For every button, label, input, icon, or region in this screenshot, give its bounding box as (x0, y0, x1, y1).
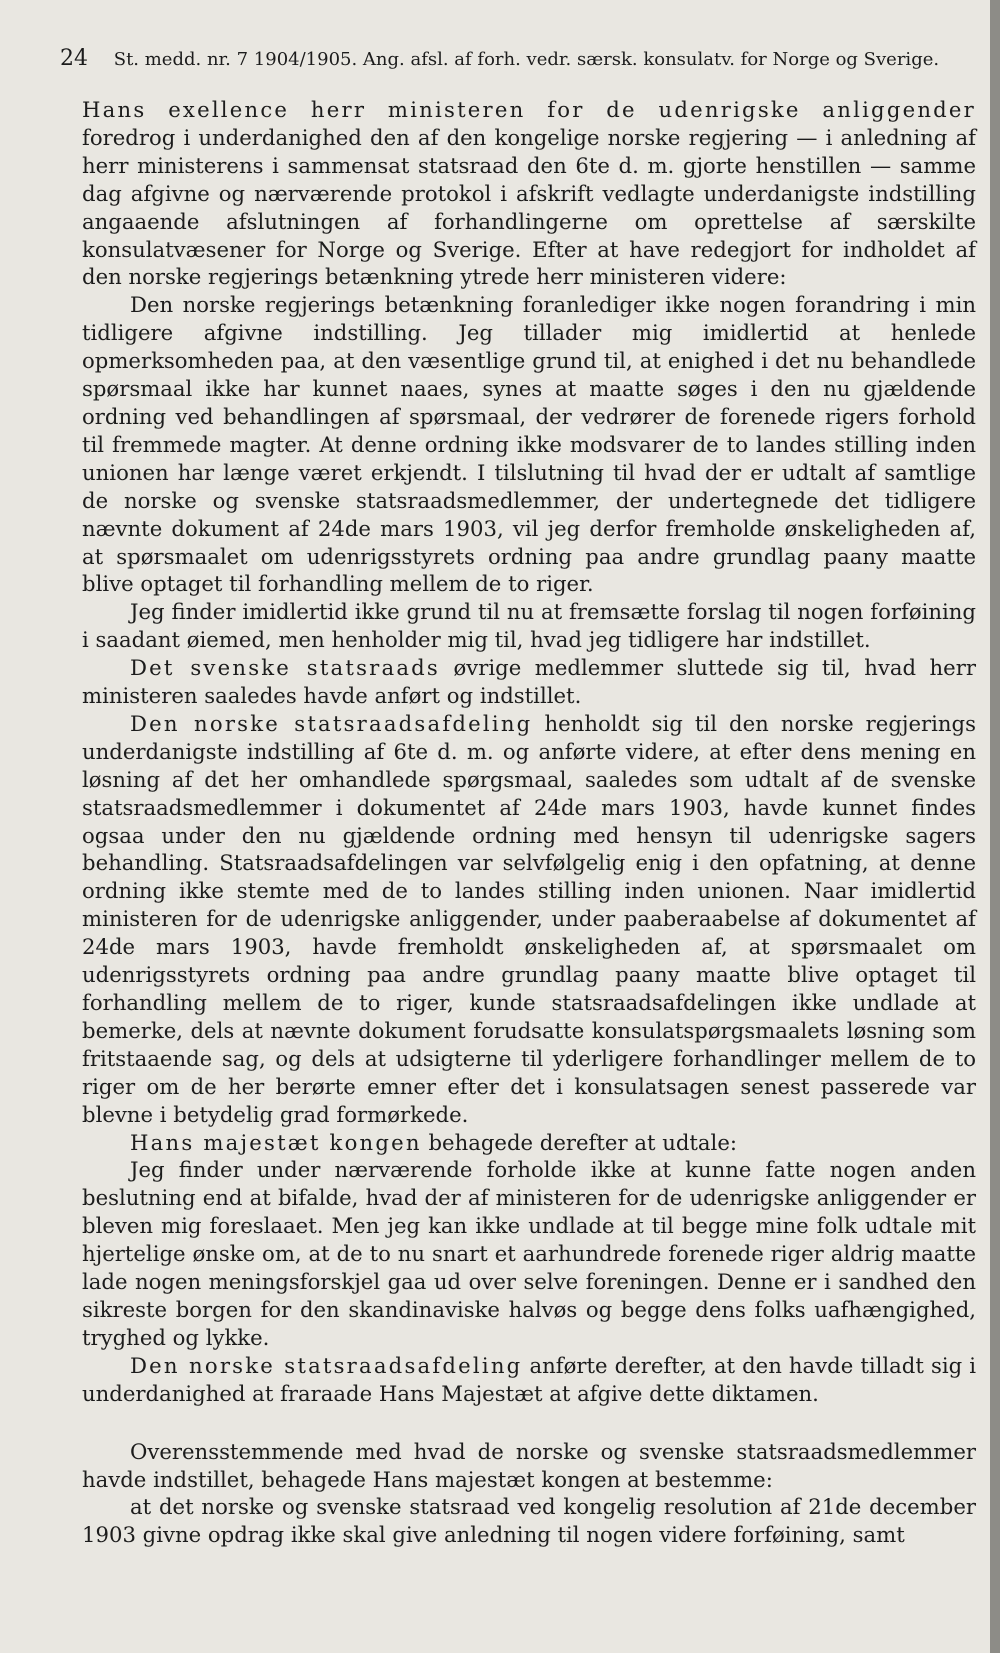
paragraph (82, 654, 976, 710)
paragraph (82, 1129, 976, 1157)
page-number: 24 (60, 46, 88, 71)
paragraph (82, 1156, 976, 1351)
spaced-lead: Den norske statsraadsafdeling (130, 1352, 523, 1378)
paragraph-text: anførte derefter, at den havde tilladt sig i underdanighed at fraraade Hans Majestæt at afgive dette diktamen. (82, 1352, 976, 1406)
running-title: St. medd. nr. 7 1904/1905. Ang. afsl. af forh. vedr. særsk. konsulatv. for Norge og Sverige. (113, 49, 940, 70)
paragraph (82, 1438, 976, 1494)
paragraph-text: foredrog i underdanighed den af den kongelige norske regjering — i anledning af herr ministerens i sammensat statsraad den 6te d. m. gjorte henstillen — samme dag afgivne og nærværende protokol i afskrift vedlagte underdanigste indstilling angaaende afslutningen af forhandlingerne om oprettelse af særskilte konsulatvæsener for Norge og Sverige. Efter at have redegjort for indholdet af den norske regjerings betænkning ytrede herr ministeren videre: (82, 124, 976, 290)
paragraph-text: at det norske og svenske statsraad ved kongelig resolution af 21de december 1903 givne opdrag ikke skal give anledning til nogen videre forføining, samt (82, 1494, 976, 1548)
paragraph (82, 96, 976, 291)
paragraph (82, 598, 976, 654)
paragraph (82, 291, 976, 598)
paragraph (82, 1493, 976, 1549)
paragraph-text: øvrige medlemmer sluttede sig til, hvad herr ministeren saaledes havde anført og indstillet. (82, 655, 976, 709)
spaced-lead: Hans exellence herr ministeren for de udenrigske anliggender (82, 97, 976, 122)
paragraph-text: Jeg finder imidlertid ikke grund til nu at fremsætte forslag til nogen forføining i saadant øiemed, men henholder mig til, hvad jeg tidligere har indstillet. (82, 599, 976, 653)
paragraph-text: henholdt sig til den norske regjerings underdanigste indstilling af 6te d. m. og anførte videre, at efter dens mening en løsning af det her omhandlede spørgsmaal, saaledes som udtalt af de svenske statsraadsmedlemmer i dokumentet af 24de mars 1903, havde kunnet findes ogsaa under den nu gjældende ordning med hensyn til udenrigske sagers behandling. Statsraadsafdelingen var selvfølgelig enig i den opfatning, at denne ordning ikke stemte med de to landes stilling inden unionen. Naar imidlertid ministeren for de udenrigske anliggender, under paaberaabelse af dokumentet af 24de mars 1903, havde fremholdt ønskeligheden af, at spørsmaalet om udenrigsstyrets ordning paa andre grundlag paany maatte blive optaget til forhandling mellem de to riger, kunde statsraadsafdelingen ikke undlade at bemerke, dels at nævnte dokument forudsatte konsulatspørgsmaalets løsning som fritstaaende sag, og dels at udsigterne til yderligere forhandlinger mellem de to riger om de her berørte emner efter det i konsulatsagen senest passerede var blevne i betydelig grad formørkede. (82, 710, 976, 1127)
spaced-lead: Den norske statsraadsafdeling (130, 710, 533, 736)
page-header (60, 46, 950, 76)
document-body (82, 96, 976, 1549)
paragraph-text: behagede derefter at udtale: (421, 1129, 738, 1155)
paragraph-text: Overensstemmende med hvad de norske og svenske statsraadsmedlemmer havde indstillet, behagede Hans majestæt kongen at bestemme: (82, 1438, 976, 1492)
paragraph (82, 1352, 976, 1408)
spaced-lead: Hans majestæt kongen (130, 1129, 422, 1155)
spaced-lead: Det svenske statsraads (130, 655, 440, 681)
paragraph (82, 710, 976, 1129)
paragraph-text: Jeg finder under nærværende forholde ikke at kunne fatte nogen anden beslutning end at bifalde, hvad der af ministeren for de udenrigske anliggender er bleven mig foreslaaet. Men jeg kan ikke undlade at til begge mine folk udtale mit hjertelige ønske om, at de to nu snart et aarhundrede forenede riger aldrig maatte lade nogen meningsforskjel gaa ud over selve foreningen. Denne er i sandhed den sikreste borgen for den skandinaviske halvøs og begge dens folks uafhængighed, tryghed og lykke. (82, 1157, 976, 1350)
paragraph-text: Den norske regjerings betænkning foranlediger ikke nogen forandring i min tidligere afgivne indstilling. Jeg tillader mig imidlertid at henlede opmerksomheden paa, at den væsentlige grund til, at enighed i det nu behandlede spørsmaal ikke har kunnet naaes, synes at maatte søges i den nu gjældende ordning ved behandlingen af spørsmaal, der vedrører de forenede rigers forhold til fremmede magter. At denne ordning ikke modsvarer de to landes stilling inden unionen har længe været erkjendt. I tilslutning til hvad der er udtalt af samtlige de norske og svenske statsraadsmedlemmer, der undertegnede det tidligere nævnte dokument af 24de mars 1903, vil jeg derfor fremholde ønskeligheden af, at spørsmaalet om udenrigsstyrets ordning paa andre grundlag paany maatte blive optaget til forhandling mellem de to riger. (82, 292, 976, 597)
